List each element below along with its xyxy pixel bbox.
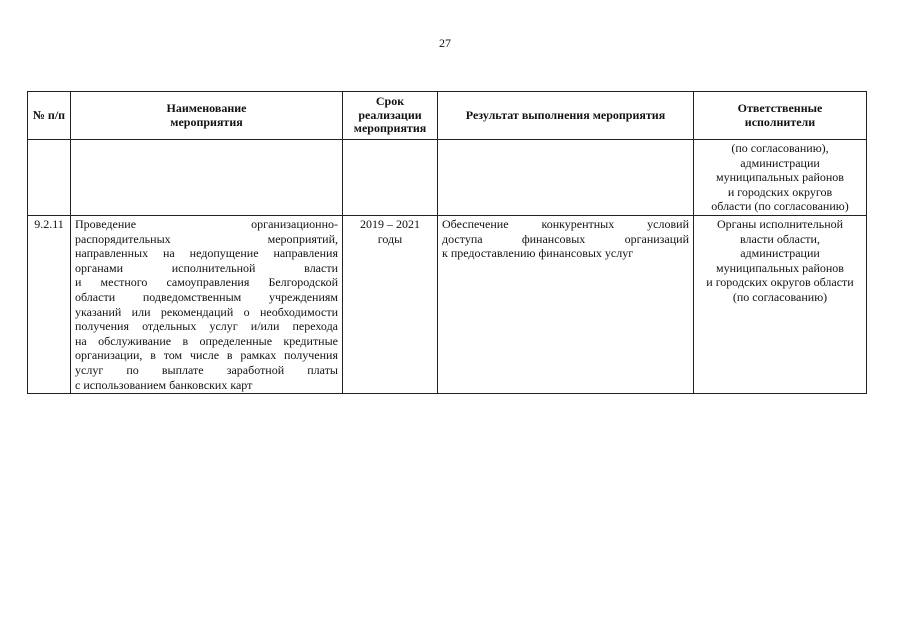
responsible-line: Органы исполнительной bbox=[716, 216, 844, 231]
result-line: доступа финансовых организаций bbox=[442, 231, 689, 246]
name-line: Проведение организационно- bbox=[75, 216, 338, 231]
responsible-line: администрации bbox=[740, 155, 820, 170]
cell-name-empty bbox=[71, 140, 343, 216]
name-line: направленных на недопущение направления bbox=[75, 246, 338, 261]
responsible-line: муниципальных районов bbox=[716, 170, 844, 185]
header-term-line: мероприятия bbox=[353, 121, 427, 136]
term-line: 2019 – 2021 bbox=[360, 216, 420, 231]
header-term-line: реализации bbox=[358, 107, 422, 122]
name-line: указаний или рекомендаций о необходимости bbox=[75, 304, 338, 319]
cell-item-result bbox=[438, 215, 694, 393]
name-line: и местного самоуправления Белгородской bbox=[75, 275, 338, 290]
responsible-line: муниципальных районов bbox=[716, 260, 844, 275]
page-number: 27 bbox=[439, 36, 451, 50]
cell-num-empty bbox=[28, 140, 71, 216]
responsible-line: власти области, bbox=[740, 231, 820, 246]
cell-item-responsible bbox=[694, 215, 867, 393]
result-line: к предоставлению финансовых услуг bbox=[442, 246, 634, 261]
responsible-line: области (по согласованию) bbox=[711, 199, 849, 214]
measures-table bbox=[27, 91, 867, 394]
name-line: получения отдельных услуг и/или перехода bbox=[75, 319, 338, 334]
name-line: распорядительных мероприятий, bbox=[75, 231, 338, 246]
cell-item-name bbox=[71, 215, 343, 393]
name-line: органами исполнительной власти bbox=[75, 260, 338, 275]
header-name-line: Наименование bbox=[166, 101, 247, 115]
responsible-line: (по согласованию) bbox=[732, 289, 828, 304]
name-line: с использованием банковских карт bbox=[75, 377, 253, 392]
header-term bbox=[343, 92, 438, 140]
cell-item-term bbox=[343, 215, 438, 393]
header-term-line: Срок bbox=[375, 94, 405, 109]
header-responsible-line: Ответственные bbox=[737, 101, 823, 115]
cell-responsible-continuation bbox=[694, 140, 867, 216]
responsible-line: и городских округов bbox=[727, 184, 833, 199]
name-line: области подведомственным учреждениям bbox=[75, 289, 338, 304]
header-name bbox=[71, 92, 343, 140]
header-name-line: мероприятия bbox=[170, 114, 243, 129]
cell-item-number: 9.2.11 bbox=[28, 215, 71, 393]
table-row-continuation bbox=[28, 140, 867, 216]
name-line: на обслуживание в определенные кредитные bbox=[75, 333, 338, 348]
responsible-line: администрации bbox=[740, 246, 820, 261]
header-num: № п/п bbox=[28, 92, 71, 140]
name-line: услуг по выплате заработной платы bbox=[75, 362, 338, 377]
responsible-line: и городских округов области bbox=[706, 275, 854, 290]
table-header-row bbox=[28, 92, 867, 140]
responsible-line: (по согласованию), bbox=[731, 141, 829, 155]
header-responsible-line: исполнители bbox=[744, 114, 816, 129]
term-line: годы bbox=[377, 231, 403, 246]
header-result: Результат выполнения мероприятия bbox=[438, 92, 694, 140]
name-line: организации, в том числе в рамках получения bbox=[75, 348, 338, 363]
table-row-9-2-11 bbox=[28, 215, 867, 393]
header-responsible bbox=[694, 92, 867, 140]
result-line: Обеспечение конкурентных условий bbox=[442, 216, 689, 231]
cell-term-empty bbox=[343, 140, 438, 216]
cell-result-empty bbox=[438, 140, 694, 216]
